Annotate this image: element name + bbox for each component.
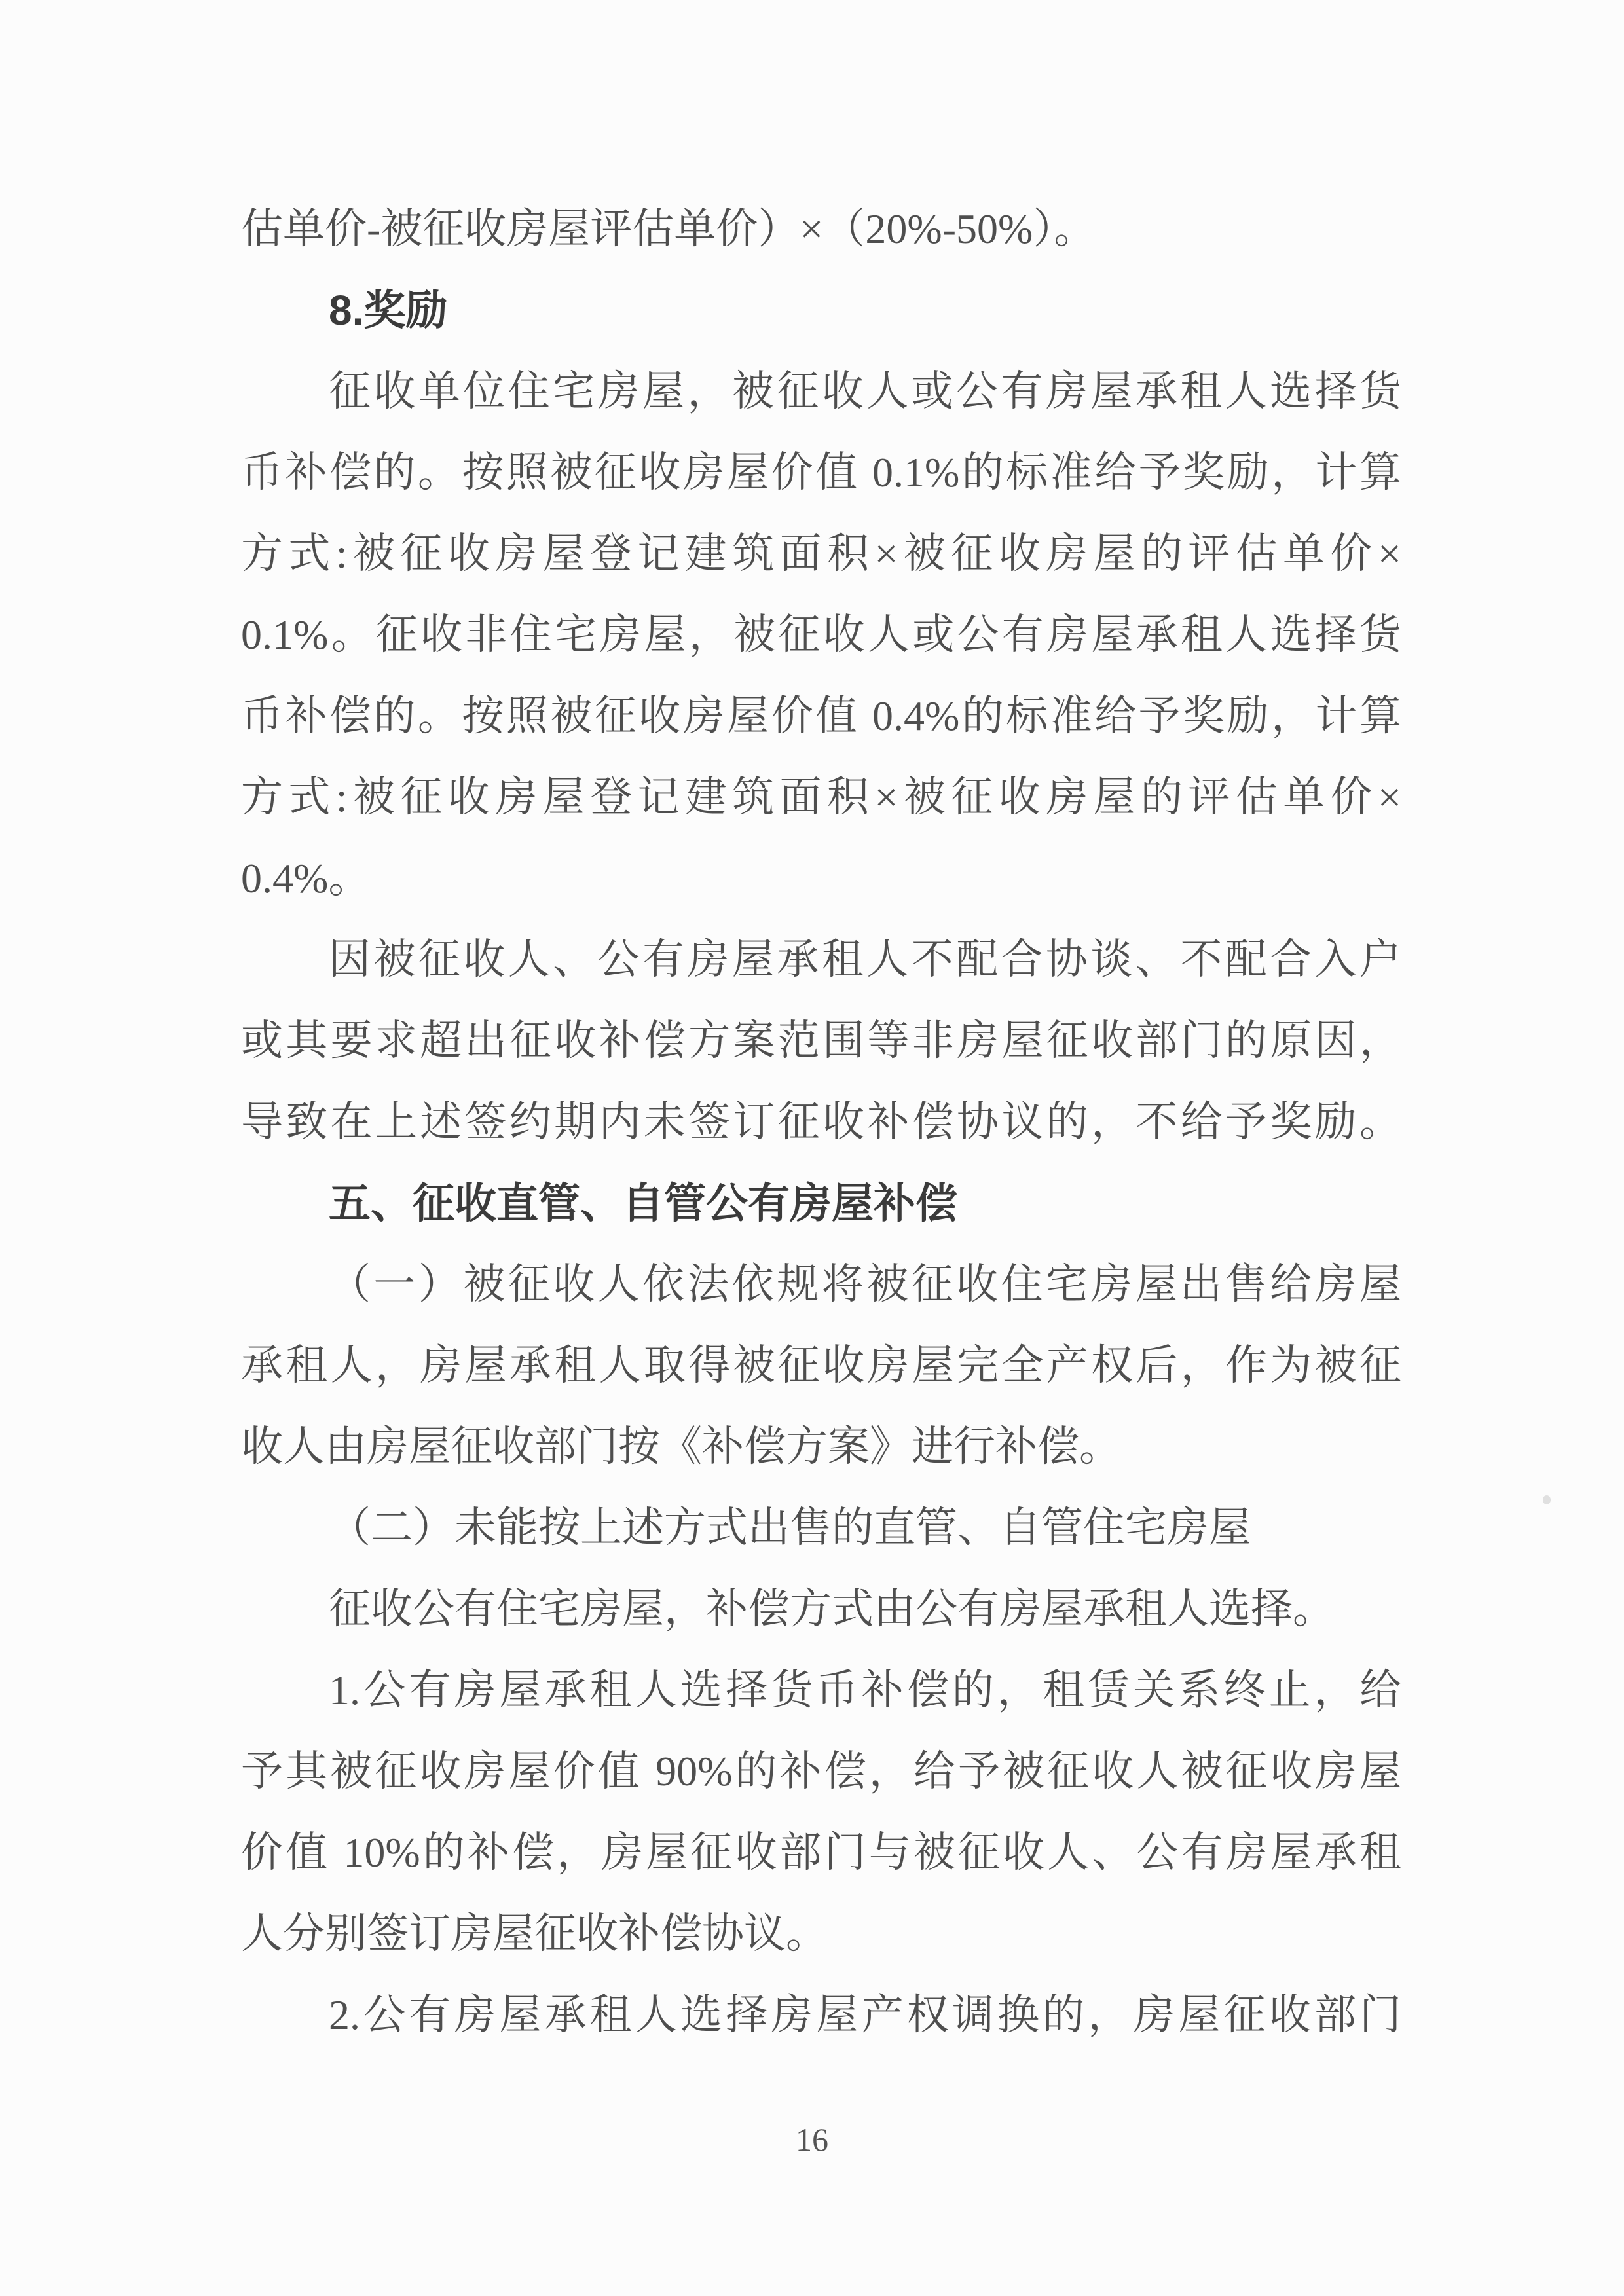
- text-line: 征收单位住宅房屋，被征收人或公有房屋承租人选择货: [329, 368, 1401, 414]
- section-heading: 8.奖励: [329, 287, 448, 334]
- page-number: 16: [796, 2121, 828, 2158]
- text-line: 征收公有住宅房屋，补偿方式由公有房屋承租人选择。: [329, 1586, 1335, 1632]
- text-line: 收人由房屋征收部门按《补偿方案》进行补偿。: [241, 1423, 1121, 1470]
- text-line: 0.1%。征收非住宅房屋，被征收人或公有房屋承租人选择货: [241, 611, 1401, 658]
- text-line: 估单价-被征收房屋评估单价）×（20%-50%）。: [241, 206, 1096, 252]
- text-line: 币补偿的。按照被征收房屋价值 0.1%的标准给予奖励，计算: [241, 449, 1401, 496]
- text-line: 予其被征收房屋价值 90%的补偿，给予被征收人被征收房屋: [241, 1748, 1401, 1795]
- section-heading: 五、征收直管、自管公有房屋补偿: [329, 1180, 957, 1227]
- text-line: 导致在上述签约期内未签订征收补偿协议的，不给予奖励。: [241, 1099, 1401, 1145]
- text-line: 价值 10%的补偿，房屋征收部门与被征收人、公有房屋承租: [241, 1829, 1401, 1876]
- document-text-block: [241, 189, 1401, 2056]
- text-line: 承租人，房屋承租人取得被征收房屋完全产权后，作为被征: [241, 1342, 1401, 1389]
- text-line: 因被征收人、公有房屋承租人不配合协谈、不配合入户: [329, 936, 1401, 983]
- text-line: 币补偿的。按照被征收房屋价值 0.4%的标准给予奖励，计算: [241, 693, 1401, 739]
- text-line: 方式:被征收房屋登记建筑面积×被征收房屋的评估单价×: [241, 530, 1401, 577]
- scan-artifact-speck: [1543, 1495, 1551, 1504]
- text-line: （二）未能按上述方式出售的直管、自管住宅房屋: [329, 1504, 1251, 1551]
- text-line: 2.公有房屋承租人选择房屋产权调换的，房屋征收部门: [329, 1992, 1401, 2038]
- text-line: 或其要求超出征收补偿方案范围等非房屋征收部门的原因，: [241, 1017, 1401, 1064]
- text-line: 1.公有房屋承租人选择货币补偿的，租赁关系终止，给: [329, 1667, 1401, 1713]
- text-line: 方式:被征收房屋登记建筑面积×被征收房屋的评估单价×: [241, 774, 1401, 820]
- text-line: 人分别签订房屋征收补偿协议。: [241, 1910, 828, 1957]
- text-line: （一）被征收人依法依规将被征收住宅房屋出售给房屋: [329, 1261, 1401, 1307]
- text-line: 0.4%。: [241, 855, 371, 902]
